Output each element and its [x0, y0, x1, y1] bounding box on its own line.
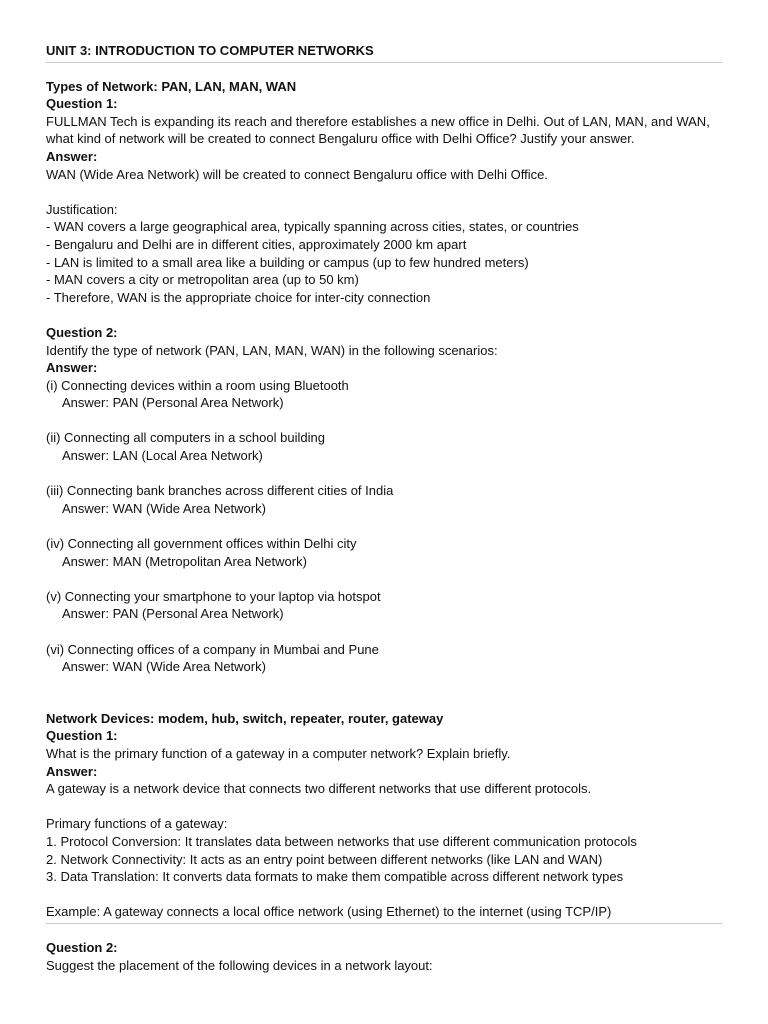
answer-label: Answer: — [46, 360, 98, 376]
scenario-answer: Answer: MAN (Metropolitan Area Network) — [62, 553, 307, 569]
scenario-item — [46, 482, 722, 517]
question-text: FULLMAN Tech is expanding its reach and therefore establishes a new office in Delhi. Out of LAN, MAN, and WAN, what kind of network will be created to connect Bengaluru office with Delhi Office? Justify your answer. — [46, 113, 710, 147]
unit-title: UNIT 3: INTRODUCTION TO COMPUTER NETWORKS — [46, 43, 374, 58]
justification-label: Justification: — [46, 201, 118, 217]
scenario-question: (i) Connecting devices within a room using Bluetooth — [46, 377, 349, 393]
question-text: What is the primary function of a gateway in a computer network? Explain briefly. — [46, 745, 511, 761]
scenario-answer: Answer: PAN (Personal Area Network) — [62, 606, 284, 622]
scenario-question: (iii) Connecting bank branches across different cities of India — [46, 483, 394, 499]
scenario-question: (v) Connecting your smartphone to your laptop via hotspot — [46, 588, 381, 604]
list-item: - MAN covers a city or metropolitan area (up to 50 km) — [46, 272, 359, 288]
question-label: Question 1: — [46, 728, 118, 744]
question-label: Question 2: — [46, 939, 118, 955]
functions-list — [46, 833, 722, 886]
justification-list — [46, 218, 722, 306]
example-text: Example: A gateway connects a local office network (using Ethernet) to the internet (using TCP/IP) — [46, 904, 612, 920]
list-item: - Therefore, WAN is the appropriate choice for inter-city connection — [46, 289, 431, 305]
scenario-answer: Answer: PAN (Personal Area Network) — [62, 395, 284, 411]
scenario-answer: Answer: LAN (Local Area Network) — [62, 448, 263, 464]
answer-label: Answer: — [46, 763, 98, 779]
scenario-question: (ii) Connecting all computers in a school building — [46, 430, 325, 446]
document-body — [46, 42, 722, 974]
scenario-answer: Answer: WAN (Wide Area Network) — [62, 500, 266, 516]
answer-label: Answer: — [46, 148, 98, 164]
list-item: - Bengaluru and Delhi are in different cities, approximately 2000 km apart — [46, 236, 467, 252]
scenario-answer: Answer: WAN (Wide Area Network) — [62, 659, 266, 675]
question-text: Suggest the placement of the following devices in a network layout: — [46, 957, 433, 973]
list-item: 2. Network Connectivity: It acts as an entry point between different networks (like LAN and WAN) — [46, 851, 603, 867]
list-item: 3. Data Translation: It converts data formats to make them compatible across different network types — [46, 869, 624, 885]
answer-text: A gateway is a network device that connects two different networks that use different protocols. — [46, 781, 592, 797]
question-label: Question 2: — [46, 324, 118, 340]
scenario-question: (iv) Connecting all government offices within Delhi city — [46, 536, 357, 552]
question-label: Question 1: — [46, 96, 118, 112]
unit-title-block — [46, 42, 722, 63]
functions-label: Primary functions of a gateway: — [46, 816, 228, 832]
example-block — [46, 903, 722, 924]
answer-text: WAN (Wide Area Network) will be created to connect Bengaluru office with Delhi Office. — [46, 166, 548, 182]
scenario-item — [46, 377, 722, 412]
scenario-item — [46, 588, 722, 623]
list-item: - LAN is limited to a small area like a building or campus (up to few hundred meters) — [46, 254, 529, 270]
scenario-item — [46, 641, 722, 676]
section-heading-devices: Network Devices: modem, hub, switch, repeater, router, gateway — [46, 710, 444, 726]
section-heading-types: Types of Network: PAN, LAN, MAN, WAN — [46, 78, 297, 94]
scenario-item — [46, 429, 722, 464]
question-text: Identify the type of network (PAN, LAN, MAN, WAN) in the following scenarios: — [46, 342, 498, 358]
list-item: 1. Protocol Conversion: It translates data between networks that use different communication protocols — [46, 833, 637, 849]
list-item: - WAN covers a large geographical area, typically spanning across cities, states, or countries — [46, 219, 579, 235]
scenario-item — [46, 535, 722, 570]
scenario-question: (vi) Connecting offices of a company in Mumbai and Pune — [46, 641, 379, 657]
